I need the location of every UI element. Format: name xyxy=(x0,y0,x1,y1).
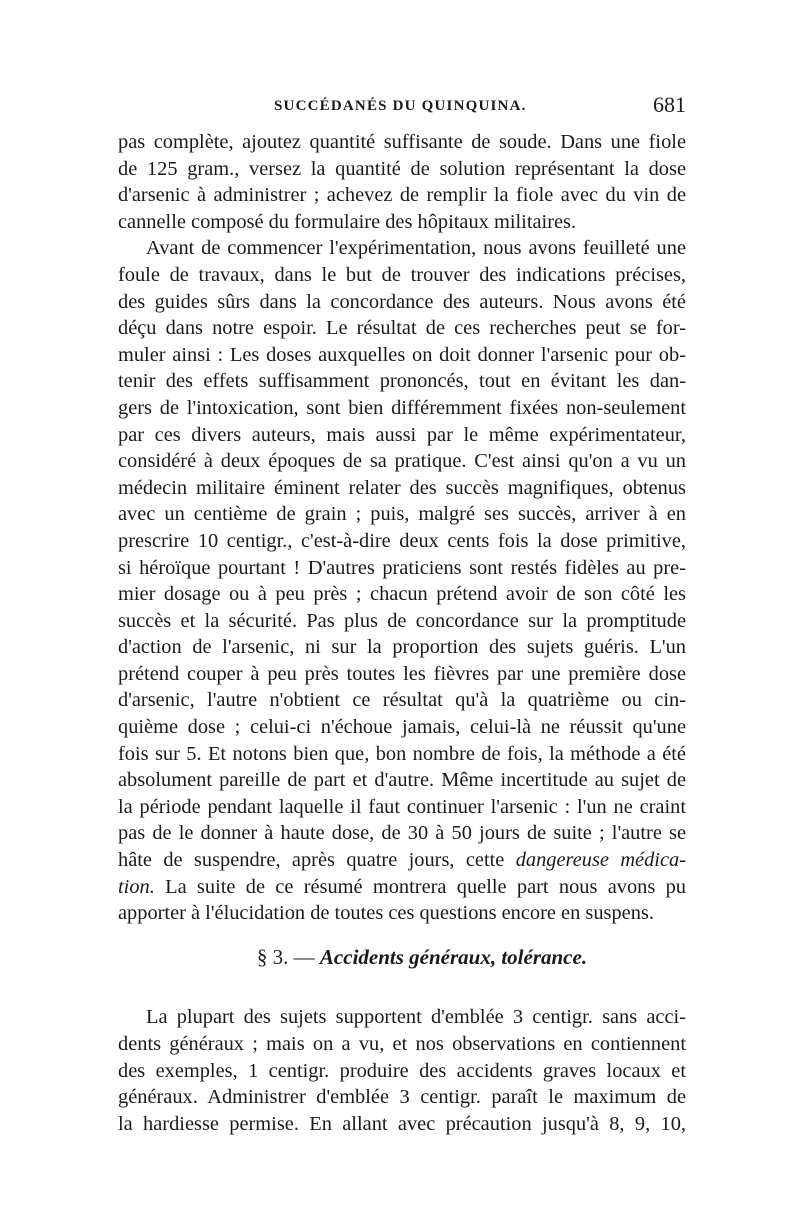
text-line: absolument pareille de part et d'autre. Même incertitude au sujet de xyxy=(118,769,686,792)
text-line: médecin militaire éminent relater des succès magnifiques, obtenus xyxy=(118,476,686,499)
text-run: hâte de suspendre, après quatre jours, cette xyxy=(118,849,516,872)
italic-text-run: tion. xyxy=(118,875,155,898)
page-number: 681 xyxy=(653,92,686,117)
running-title: SUCCÉDANÉS DU QUINQUINA. xyxy=(274,98,527,114)
text-line: apporter à l'élucidation de toutes ces questions encore en suspens. xyxy=(118,902,654,925)
italic-text-run: dangereuse médica- xyxy=(515,849,686,872)
text-line: foule de travaux, dans le but de trouver des indications précises, xyxy=(118,263,686,286)
text-line: par ces divers auteurs, mais aussi par le même expérimentateur, xyxy=(118,423,686,446)
text-line: tenir des effets suffisamment prononcés, tout en évitant les dan- xyxy=(118,370,686,393)
text-line: cannelle composé du formulaire des hôpitaux militaires. xyxy=(118,210,577,233)
text-line xyxy=(118,874,686,901)
text-line: gers de l'intoxication, sont bien différemment fixées non-seulement xyxy=(118,396,686,419)
text-line: déçu dans notre espoir. Le résultat de ces recherches peut se for- xyxy=(118,317,686,340)
text-line: pas de le donner à haute dose, de 30 à 50 jours de suite ; l'autre se xyxy=(118,822,686,845)
text-line: d'action de l'arsenic, ni sur la proportion des sujets guéris. L'un xyxy=(118,636,686,659)
text-run: La suite de ce résumé montrera quelle part nous avons pu xyxy=(154,875,686,898)
text-line: d'arsenic, l'autre n'obtient ce résultat qu'à la quatrième ou cin- xyxy=(118,689,686,712)
section-heading xyxy=(118,944,686,971)
section-number: § 3. — xyxy=(256,944,320,969)
text-line: quième dose ; celui-ci n'échoue jamais, celui-là ne réussit qu'une xyxy=(118,716,686,739)
paragraph xyxy=(118,1004,686,1137)
text-line xyxy=(118,847,686,874)
text-line: des guides sûrs dans la concordance des auteurs. Nous avons été xyxy=(118,290,686,313)
text-line: Avant de commencer l'expérimentation, nous avons feuilleté une xyxy=(146,237,686,260)
text-line: de 125 gram., versez la quantité de solution représentant la dose xyxy=(118,157,686,180)
section-title: Accidents généraux, tolérance. xyxy=(319,944,588,969)
text-line: succès et la sécurité. Pas plus de concordance sur la promptitude xyxy=(118,609,686,632)
text-line: prétend couper à peu près toutes les fièvres par une première dose xyxy=(118,662,686,685)
text-line: pas complète, ajoutez quantité suffisante de soude. Dans une fiole xyxy=(118,131,686,153)
text-line: fois sur 5. Et notons bien que, bon nombre de fois, la méthode a été xyxy=(118,742,686,765)
text-line: si héroïque pourtant ! D'autres praticiens sont restés fidèles au pre- xyxy=(118,556,686,579)
text-line: généraux. Administrer d'emblée 3 centigr. paraît le maximum de xyxy=(118,1086,686,1109)
text-line: considéré à deux époques de sa pratique. C'est ainsi qu'on a vu un xyxy=(118,450,686,473)
text-line: la hardiesse permise. En allant avec précaution jusqu'à 8, 9, 10, xyxy=(118,1112,686,1135)
text-line: mier dosage ou à peu près ; chacun prétend avoir de son côté les xyxy=(118,583,686,606)
text-line: avec un centième de grain ; puis, malgré ses succès, arriver à en xyxy=(118,503,686,526)
text-line: la période pendant laquelle il faut continuer l'arsenic : l'un ne craint xyxy=(118,795,686,818)
running-header xyxy=(118,92,686,126)
text-line: d'arsenic à administrer ; achevez de remplir la fiole avec du vin de xyxy=(118,184,686,207)
text-line: prescrire 10 centigr., c'est-à-dire deux cents fois la dose primitive, xyxy=(118,529,686,552)
text-line: des exemples, 1 centigr. produire des accidents graves locaux et xyxy=(118,1059,686,1082)
body-text xyxy=(118,129,686,1137)
text-line: La plupart des sujets supportent d'emblée 3 centigr. sans acci- xyxy=(146,1006,686,1029)
book-page xyxy=(118,92,686,1137)
text-line: dents généraux ; mais on a vu, et nos observations en contiennent xyxy=(118,1033,686,1055)
text-line: muler ainsi : Les doses auxquelles on doit donner l'arsenic pour ob- xyxy=(118,343,686,366)
